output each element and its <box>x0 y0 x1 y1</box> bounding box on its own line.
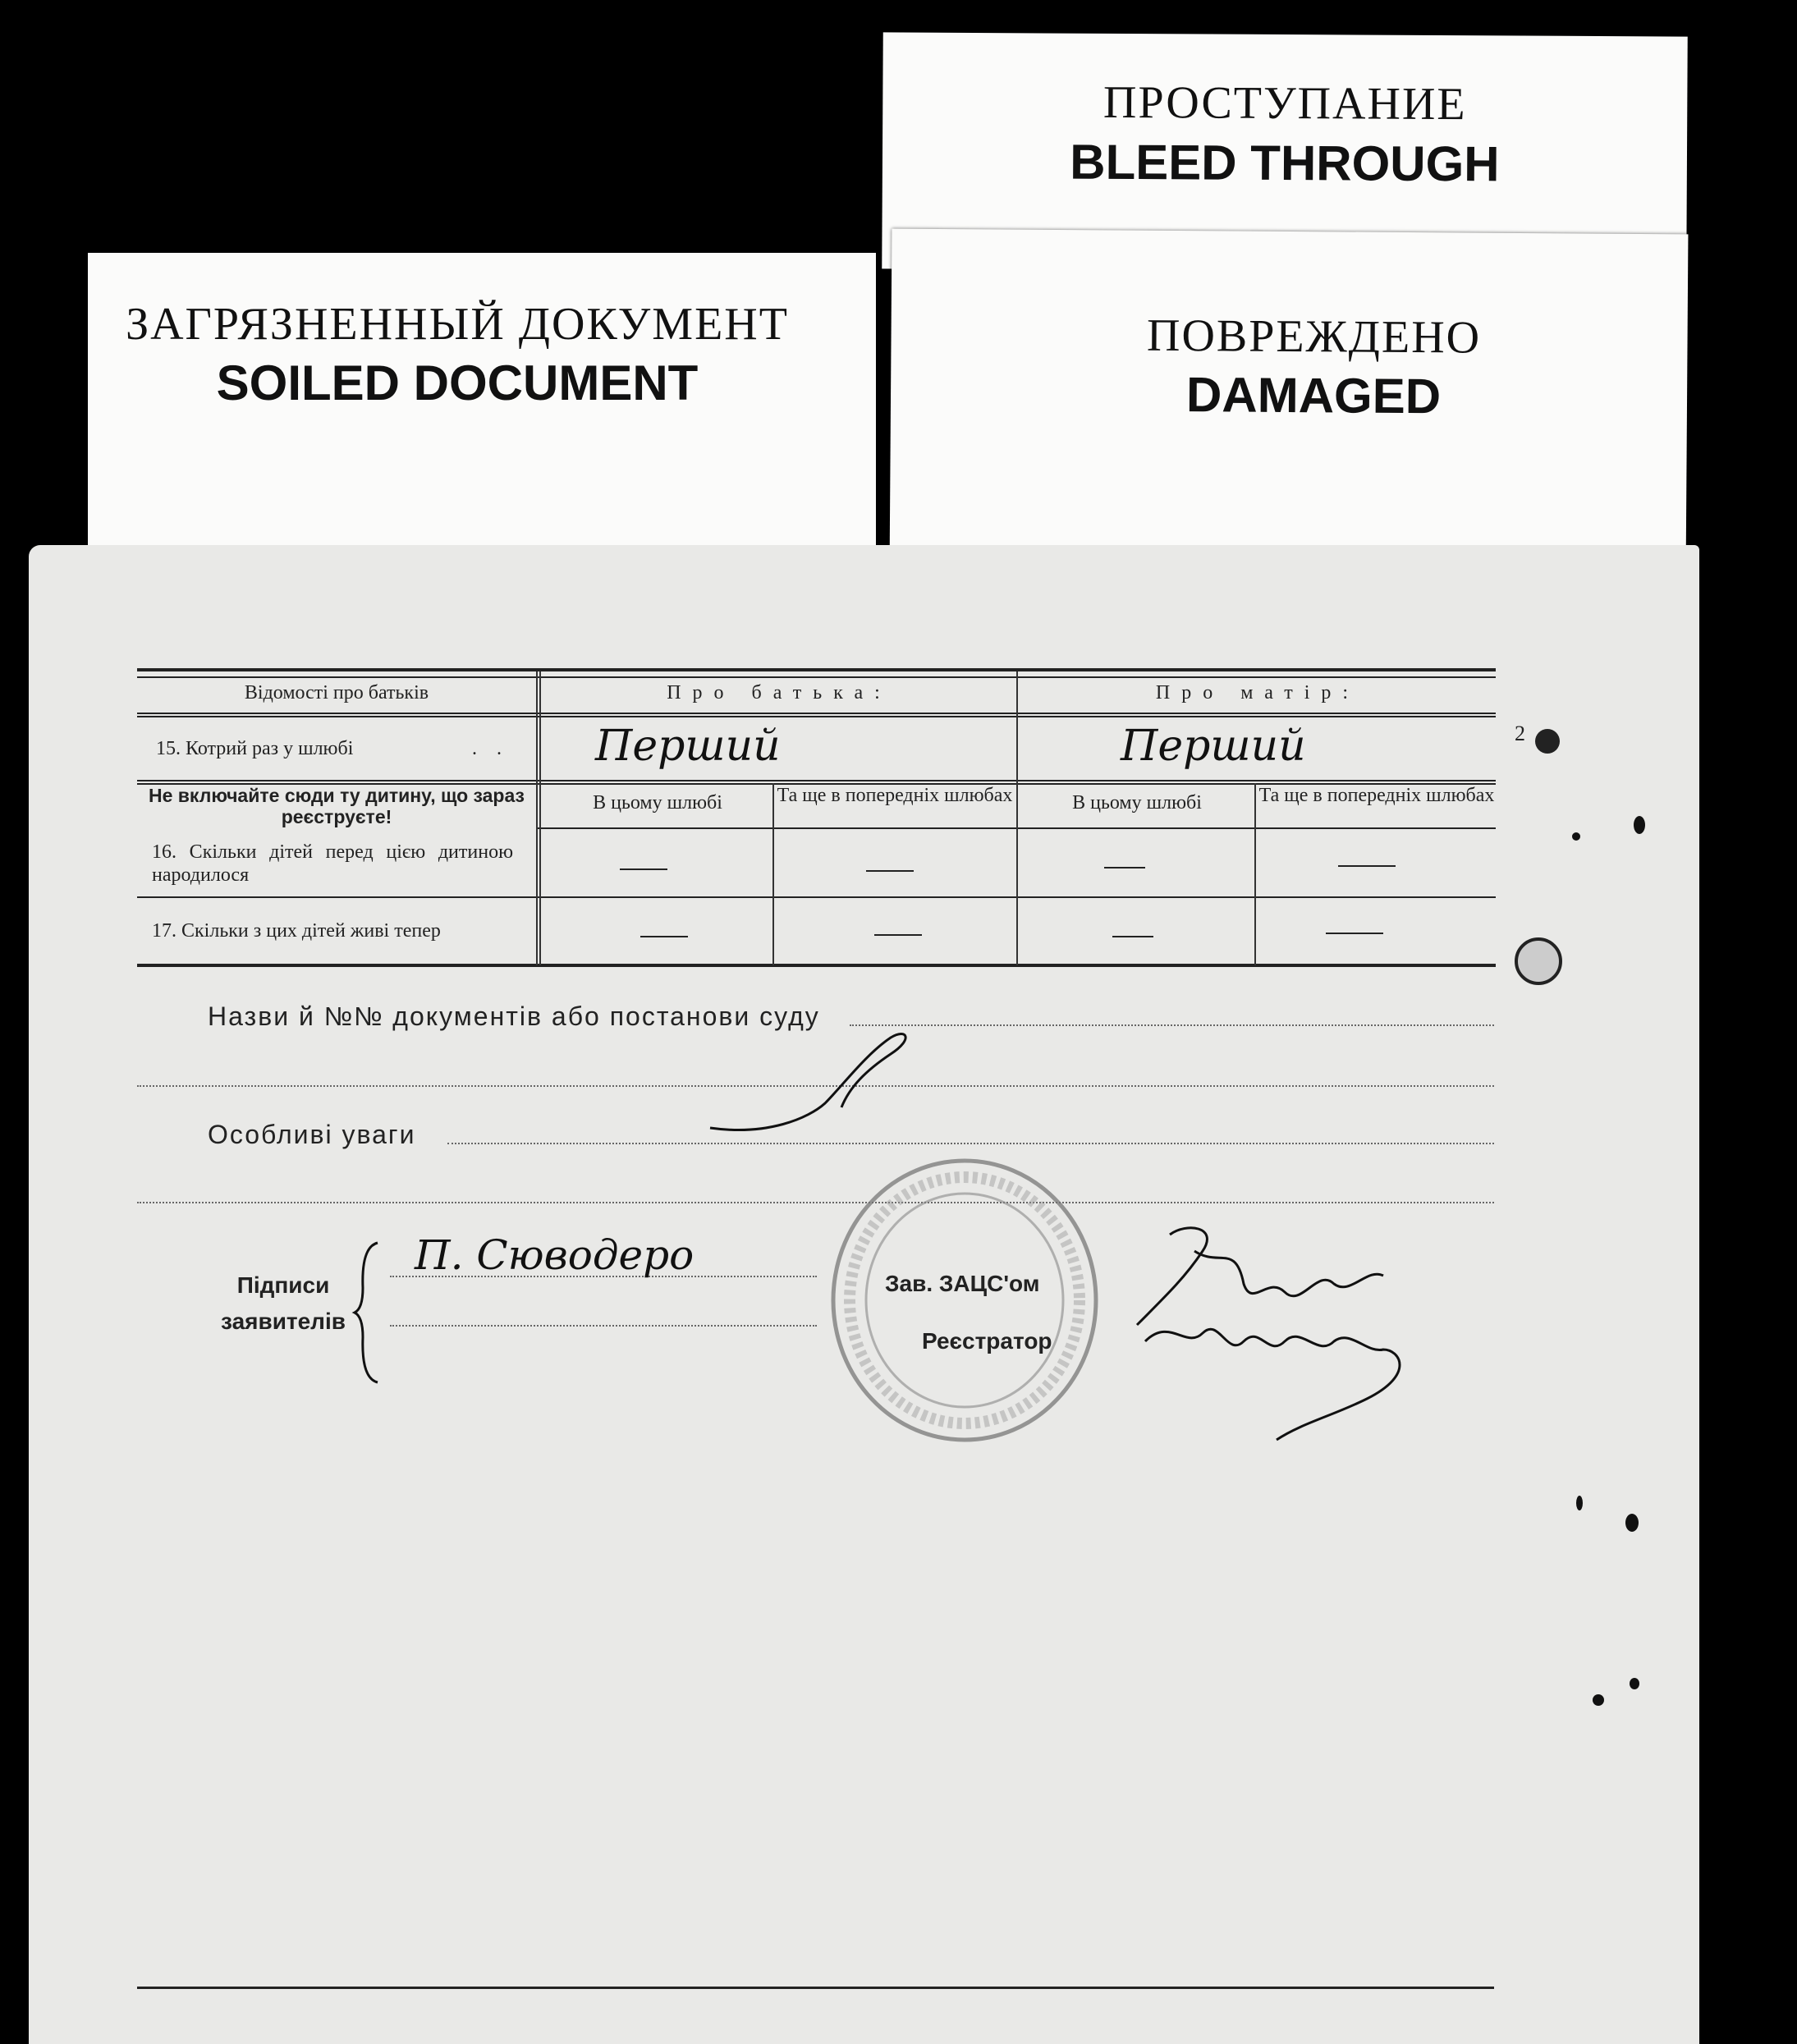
remarks-label: Особливі уваги <box>208 1120 416 1149</box>
bleed-through-ru: ПРОСТУПАНИЕ <box>1102 76 1467 131</box>
header-father: Про батька: <box>667 682 892 703</box>
speck-2 <box>1572 832 1580 841</box>
col-divider-4 <box>1254 783 1256 965</box>
applicant-signature-handwriting <box>415 1226 710 1284</box>
header-parents-info: Відомості про батьків <box>244 682 429 703</box>
damaged-ru: ПОВРЕЖДЕНО <box>1146 309 1482 364</box>
row15-rule <box>137 780 1496 781</box>
col-divider-1 <box>536 671 538 965</box>
row16-father-current-dash <box>620 868 667 870</box>
table-top-rule-thin <box>137 676 1496 678</box>
official-stamp <box>825 1153 1104 1448</box>
row17-mother-previous-dash <box>1326 933 1383 934</box>
registrar-label: Реєстратор <box>922 1328 1052 1354</box>
row16-mother-current-dash <box>1104 867 1145 868</box>
col-divider-2 <box>772 783 774 965</box>
row15-father-value: Перший <box>595 722 781 771</box>
header-rule <box>137 713 1496 714</box>
signatures-brace <box>353 1239 386 1386</box>
subheader-note: Не включайте сюди ту дитину, що зараз реєструєте! <box>148 785 525 827</box>
punch-hole-ring <box>1515 937 1562 985</box>
head-signature <box>1121 1218 1465 1464</box>
page-number: 2 <box>1515 722 1525 745</box>
damaged-card <box>890 229 1689 580</box>
subheader-father-previous: Та ще в попередніх шлюбах <box>777 785 1013 806</box>
row17-father-current-dash <box>640 936 688 937</box>
row15-father-handwriting <box>595 717 841 775</box>
bleed-through-en: BLEED THROUGH <box>1070 134 1500 192</box>
speck-6 <box>1630 1678 1639 1689</box>
row16-label: 16. Скільки дітей перед цією дитиною народилося <box>152 841 513 886</box>
bottom-rule <box>137 1987 1494 1989</box>
speck-3 <box>1625 1514 1639 1532</box>
zags-label: Зав. ЗАЦС'ом <box>885 1271 1040 1296</box>
punch-hole-upper <box>1535 729 1560 754</box>
remarks-line-2 <box>137 1202 1494 1203</box>
speck-1 <box>1634 816 1645 834</box>
row15-mother-handwriting <box>1121 717 1367 775</box>
row15-dots: . . <box>472 738 502 759</box>
speck-4 <box>1576 1496 1583 1510</box>
row15-label: 15. Котрий раз у шлюбі <box>156 738 354 759</box>
document-page <box>29 545 1699 2044</box>
documents-label: Назви й №№ документів або постанови суду <box>208 1001 820 1031</box>
subheader-mother-previous: Та ще в попередніх шлюбах <box>1258 785 1495 806</box>
applicant-signature: П. Сюводеро <box>415 1231 695 1279</box>
header-mother: Про матір: <box>1155 682 1360 703</box>
soiled-document-ru: ЗАГРЯЗНЕННЫЙ ДОКУМЕНТ <box>126 299 789 350</box>
signature-line-2 <box>390 1325 817 1327</box>
row16-mother-previous-dash <box>1338 865 1396 867</box>
row16-rule <box>137 896 1496 898</box>
row17-label: 17. Скільки з цих дітей живі тепер <box>152 920 441 942</box>
row17-father-previous-dash <box>874 934 922 936</box>
col-divider-1b <box>539 671 541 965</box>
signatures-label: Підписи заявителів <box>221 1272 346 1334</box>
speck-5 <box>1593 1694 1604 1706</box>
row15-mother-value: Перший <box>1121 722 1306 771</box>
remarks-line <box>447 1143 1494 1144</box>
row17-mother-current-dash <box>1112 936 1153 937</box>
table-top-rule <box>137 668 1496 671</box>
subheader-father-current: В цьому шлюбі <box>593 792 722 813</box>
table-bottom-rule <box>137 964 1496 967</box>
subheader-mother-current: В цьому шлюбі <box>1072 792 1202 813</box>
row16-father-previous-dash <box>866 870 914 872</box>
documents-strike-mark <box>702 1021 1030 1144</box>
soiled-document-en: SOILED DOCUMENT <box>216 355 699 410</box>
soiled-document-card <box>88 253 876 589</box>
damaged-en: DAMAGED <box>1185 367 1442 424</box>
col-divider-3 <box>1016 671 1018 965</box>
